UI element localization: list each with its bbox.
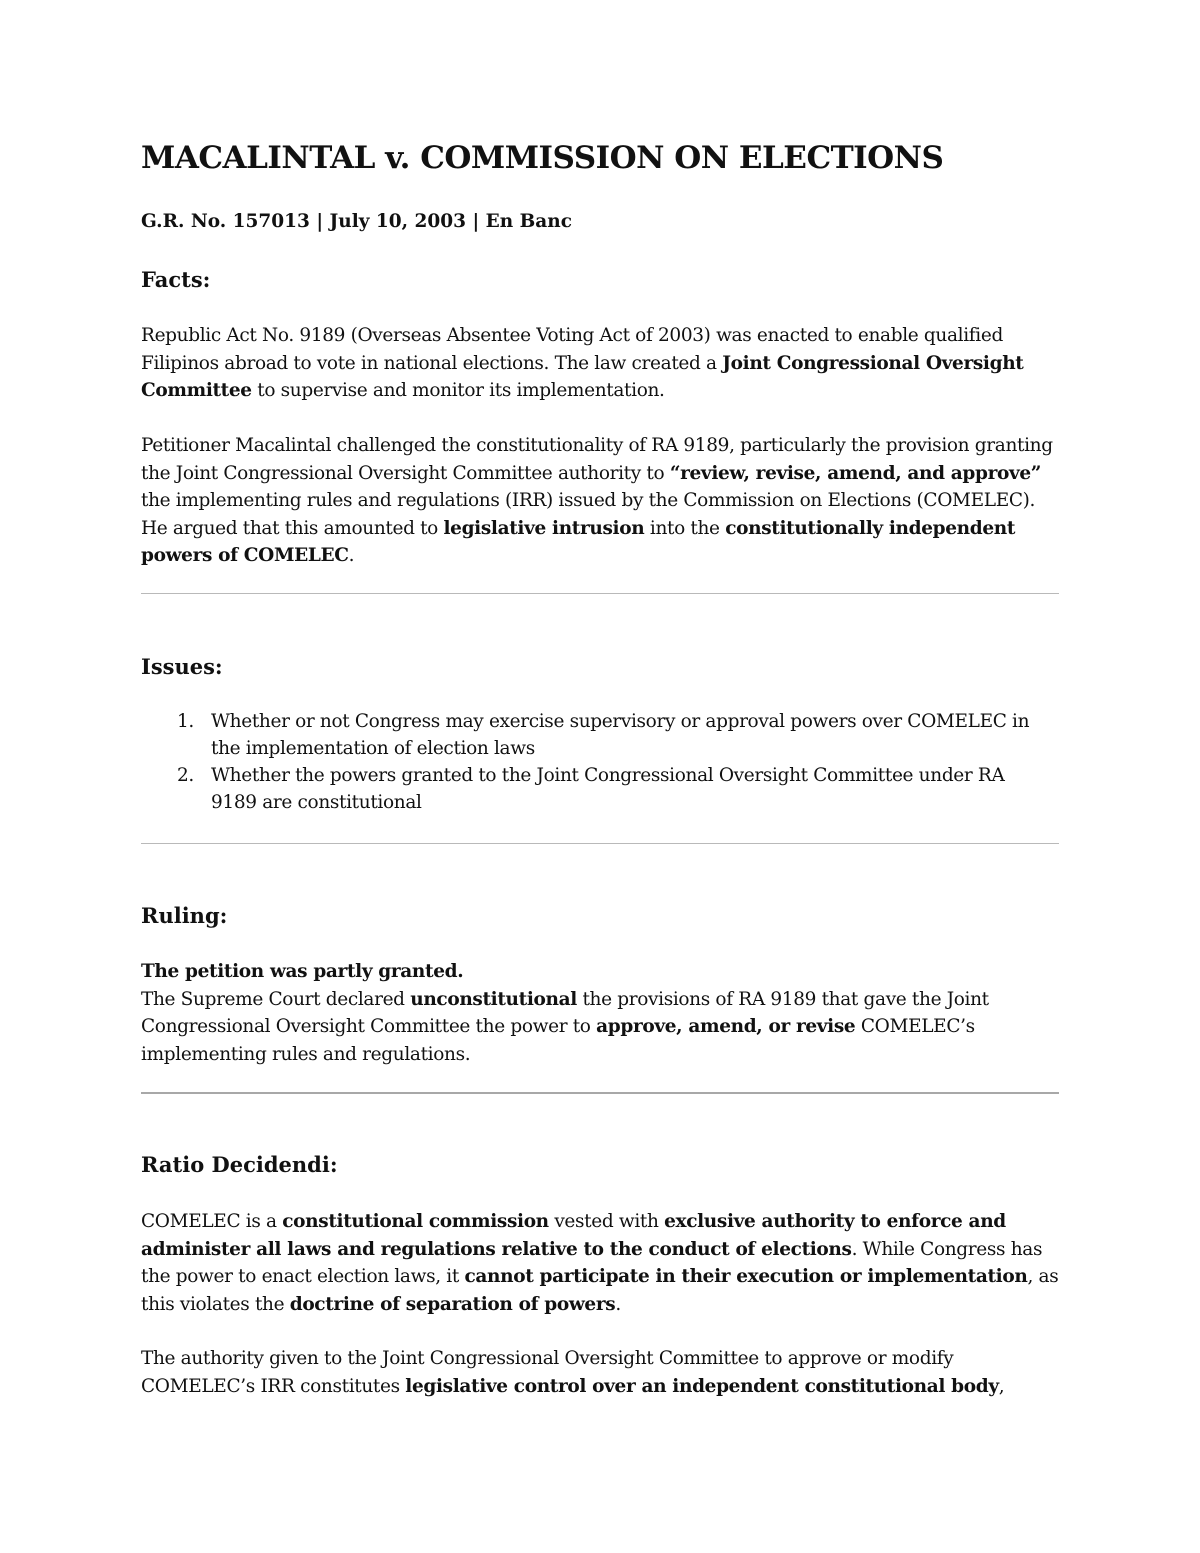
case-citation: G.R. No. 157013 | July 10, 2003 | En Banc <box>141 211 572 232</box>
section-divider <box>141 843 1059 844</box>
issue-item <box>141 708 1059 762</box>
ruling-heading: Ruling: <box>141 903 228 928</box>
issues-heading: Issues: <box>141 654 223 679</box>
ratio-paragraph-2: The authority given to the Joint Congressional Oversight Committee to approve or modify COMELEC’s IRR constitutes legislative control over an independent constitutional body, <box>141 1348 1005 1397</box>
issues-list <box>141 708 1059 816</box>
ruling-paragraph: The petition was partly granted. The Supreme Court declared unconstitutional the provisions of RA 9189 that gave the Joint Congressional Oversight Committee the power to approve, amend, or revise COMELEC’s implementing rules and regulations. <box>141 961 989 1065</box>
issue-item <box>141 762 1059 816</box>
facts-paragraph-1: Republic Act No. 9189 (Overseas Absentee Voting Act of 2003) was enacted to enable qualified Filipinos abroad to vote in national elections. The law created a Joint Congressional Oversight Committee to supervise and monitor its implementation. <box>141 325 1024 401</box>
facts-heading: Facts: <box>141 267 211 292</box>
issue-number: 1. <box>177 711 194 732</box>
section-divider <box>141 593 1059 594</box>
facts-paragraph-2: Petitioner Macalintal challenged the constitutionality of RA 9189, particularly the provision granting the Joint Congressional Oversight Committee authority to “review, revise, amend, and approve” the implementing rules and regulations (IRR) issued by the Commission on Elections (COMELEC). He argued that this amounted to legislative intrusion into the constitutionally independent powers of COMELEC. <box>141 435 1053 566</box>
ratio-heading: Ratio Decidendi: <box>141 1152 338 1177</box>
case-title: MACALINTAL v. COMMISSION ON ELECTIONS <box>141 140 944 176</box>
section-divider <box>141 1092 1059 1094</box>
ratio-paragraph-1: COMELEC is a constitutional commission vested with exclusive authority to enforce and administer all laws and regulations relative to the conduct of elections. While Congress has the power to enact election laws, it cannot participate in their execution or implementation, as this violates the doctrine of separation of powers. <box>141 1211 1059 1315</box>
issue-text: Whether the powers granted to the Joint Congressional Oversight Committee under RA 9189 are constitutional <box>211 765 1005 813</box>
issue-text: Whether or not Congress may exercise supervisory or approval powers over COMELEC in the implementation of election laws <box>211 711 1030 759</box>
issue-number: 2. <box>177 765 194 786</box>
ruling-lead: The petition was partly granted. <box>141 961 464 982</box>
